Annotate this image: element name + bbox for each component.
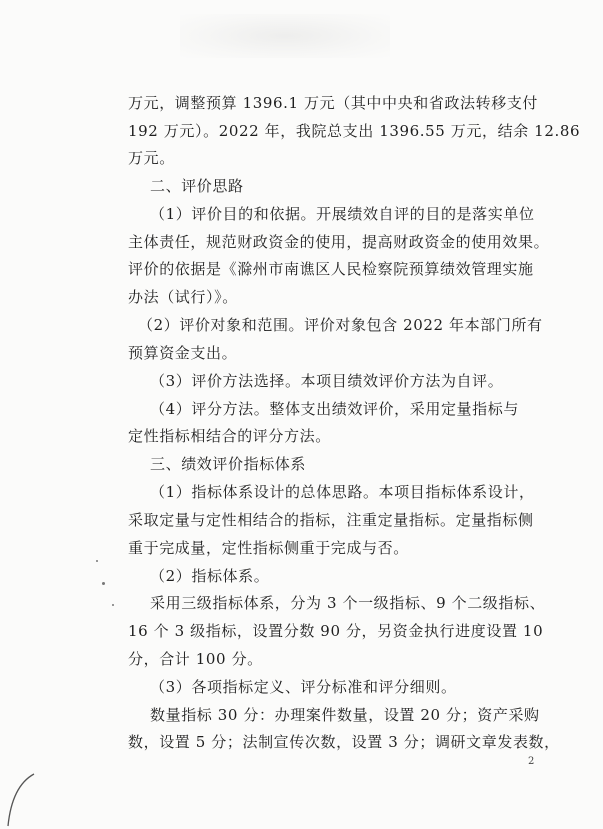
text-line: （3）各项指标定义、评分标准和评分细则。: [150, 678, 457, 696]
text-line: 192 万元）。2022 年，我院总支出 1396.55 万元，结余 12.86: [128, 122, 581, 140]
text-line: （2）评价对象和范围。评价对象包含 2022 年本部门所有: [138, 316, 543, 334]
text-line: 采用三级指标体系，分为 3 个一级指标、9 个二级指标、: [150, 594, 546, 612]
text-line: 采取定量与定性相结合的指标，注重定量指标。定量指标侧: [128, 511, 534, 529]
text-line: 定性指标相结合的评分方法。: [128, 427, 331, 445]
scan-speck: [96, 560, 98, 562]
scan-corner-mark: [0, 770, 40, 829]
text-line: 数，设置 5 分；法制宣传次数，设置 3 分；调研文章发表数，: [128, 733, 560, 751]
text-line: 数量指标 30 分：办理案件数量，设置 20 分；资产采购: [150, 706, 540, 724]
text-line: 办法（试行）》。: [128, 288, 238, 306]
text-line: （3）评价方法选择。本项目绩效评价方法为自评。: [150, 372, 504, 390]
page-number: 2: [528, 756, 535, 767]
text-line: 万元，调整预算 1396.1 万元（其中中央和省政法转移支付: [128, 94, 539, 112]
text-line: （1）指标体系设计的总体思路。本项目指标体系设计，: [150, 483, 535, 501]
text-line: （1）评价目的和依据。开展绩效自评的目的是落实单位: [150, 205, 535, 223]
scan-speck: [112, 604, 114, 606]
scan-shadow: [180, 14, 390, 58]
scan-speck: [102, 582, 105, 585]
text-line: （2）指标体系。: [150, 567, 270, 585]
text-line: 重于完成量，定性指标侧重于完成与否。: [128, 539, 409, 557]
text-line: 预算资金支出。: [128, 344, 238, 362]
text-line: 评价的依据是《滁州市南谯区人民检察院预算绩效管理实施: [128, 260, 534, 278]
section-heading: 三、绩效评价指标体系: [150, 455, 307, 473]
text-line: 16 个 3 级指标，设置分数 90 分，另资金执行进度设置 10: [128, 622, 544, 640]
section-heading: 二、评价思路: [150, 177, 244, 195]
text-line: （4）评分方法。整体支出绩效评价，采用定量指标与: [150, 400, 519, 418]
text-line: 分，合计 100 分。: [128, 650, 263, 668]
text-line: 主体责任，规范财政资金的使用，提高财政资金的使用效果。: [128, 233, 550, 251]
text-line: 万元。: [128, 149, 175, 167]
